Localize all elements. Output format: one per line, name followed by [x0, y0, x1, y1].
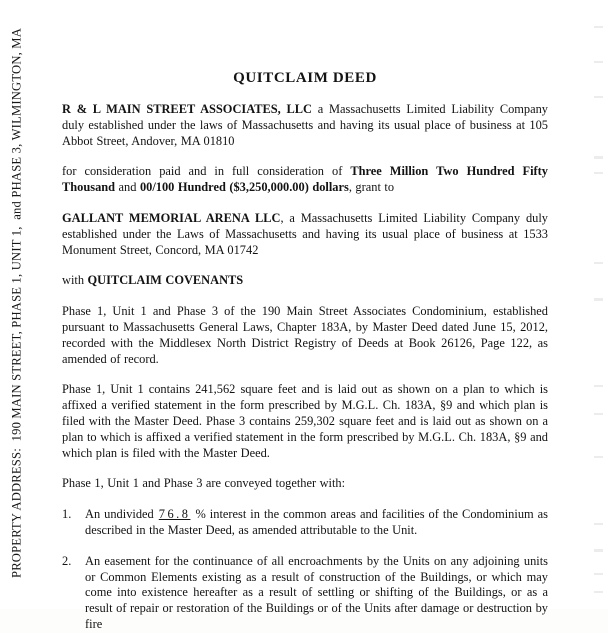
- document-title: QUITCLAIM DEED: [233, 70, 377, 86]
- list-item-2: [62, 554, 548, 633]
- grantor-paragraph: R & L MAIN STREET ASSOCIATES, LLC a Massachusetts Limited Liability Company duly established under the laws of Massachusetts and having its usual place of business at 105 Abbot Street, Andover, MA 01810: [62, 102, 549, 148]
- consideration-paragraph: for consideration paid and in full consideration of Three Million Two Hundred Fifty Thousand and 00/100 Hundred ($3,250,000.00) dollars, grant to: [62, 164, 548, 195]
- list-item-1-text: An undivided 76.8 % interest in the common areas and facilities of the Condominium as described in the Master Deed, as amended attributable to the Unit.: [85, 507, 548, 537]
- document-content: [62, 70, 548, 633]
- grantee-paragraph: GALLANT MEMORIAL ARENA LLC, a Massachusetts Limited Liability Company duly established under the Laws of Massachusetts and having its usual place of business at 1533 Monument Street, Concord, MA 01742: [62, 210, 548, 257]
- list-item-2-text: An easement for the continuance of all encroachments by the Units on any adjoining units or Common Elements existing as a result of construction of the Buildings, or which may come into existence hereafter as a result of settling or shifting of the Buildings, or as a result of repair or restoration of the Buildings or of the Units after damage or destruction by fire: [85, 553, 548, 631]
- property-address-vertical-label: PROPERTY ADDRESS: 190 MAIN STREET, PHASE 1, UNIT 1, and PHASE 3, WILMINGTON, MA: [9, 27, 24, 579]
- list-item-1: [62, 507, 548, 539]
- list-item-2-number: 2.: [62, 553, 72, 568]
- phases-paragraph: Phase 1, Unit 1 contains 241,562 square feet and is laid out as shown on a plan to which is affixed a verified statement in the form prescribed by M.G.L. Ch. 183A, §9 and which plan is filed with the Master Deed. Phase 3 contains 259,302 square feet and is laid out as shown on a plan to which is affixed a verified statement in the form prescribed by M.G.L. Ch. 183A, §9 and which plan is filed with the Master Deed.: [62, 382, 548, 460]
- conveyed-together-line: Phase 1, Unit 1 and Phase 3 are conveyed together with:: [62, 476, 346, 491]
- covenants-line: with QUITCLAIM COVENANTS: [62, 273, 244, 288]
- list-item-1-number: 1.: [62, 507, 72, 522]
- condominium-paragraph: Phase 1, Unit 1 and Phase 3 of the 190 Main Street Associates Condominium, established pursuant to Massachusetts General Laws, Chapter 183A, by Master Deed dated June 15, 2012, recorded with the Middlesex North District Registry of Deeds at Book 26126, Page 122, as amended of record.: [62, 304, 548, 366]
